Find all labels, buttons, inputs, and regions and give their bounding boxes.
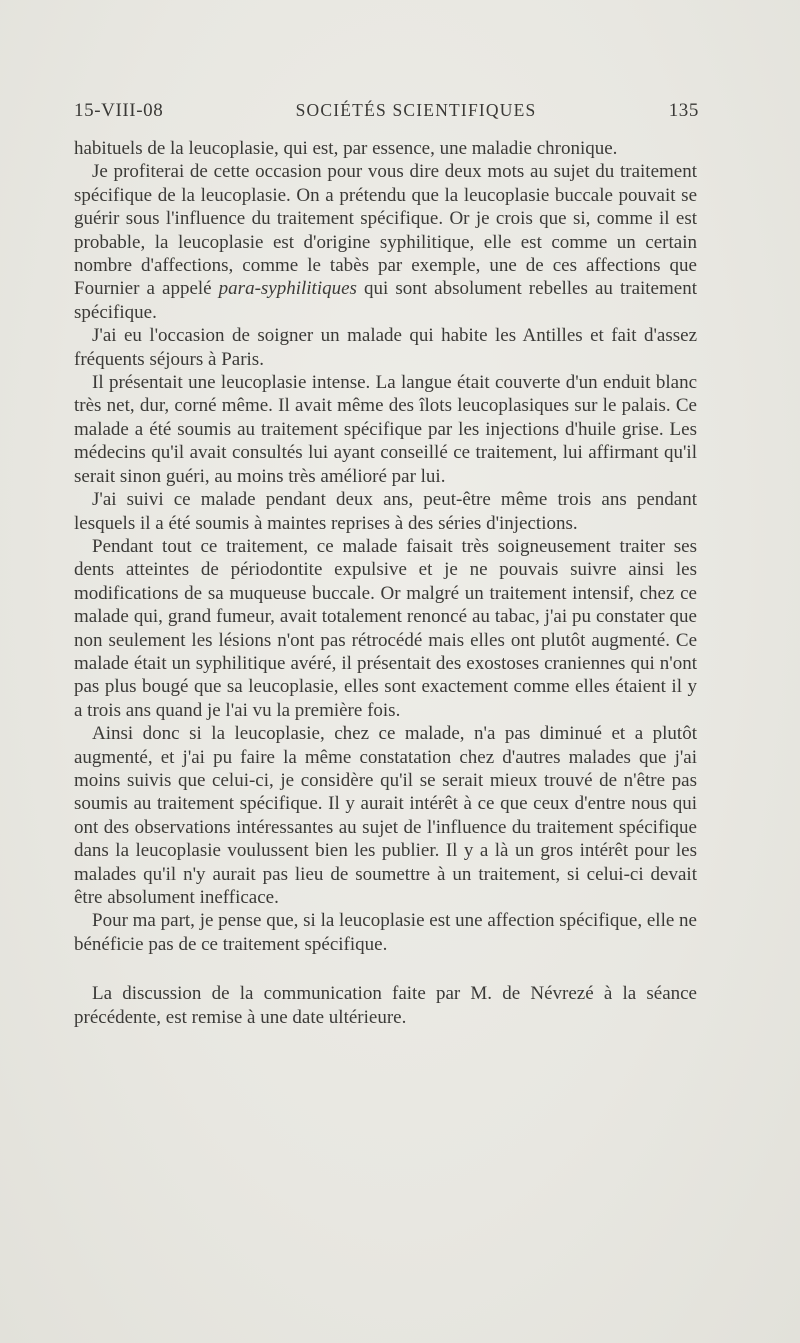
paragraph-text: Je profiterai de cette occasion pour vous dire deux mots au sujet du traitement spécifique de la leucoplasie. On a prétendu que la leucoplasie buccale pouvait se guérir sous l'influence du traitement spécifique. Or je crois que si, comme il est probable, la leucoplasie est d'origine syphilitique, elle est comme un certain nombre d'affections, comme le tabès par exemple, une de ces affections que Fournier a appelé xyxy=(74,161,697,300)
paragraph-observations: Pendant tout ce traitement, ce malade faisait très soigneusement traiter ses dents atteintes de périodontite expulsive et je ne pouvais suivre ainsi les modifications de sa muqueuse buccale. Or malgré un traitement intensif, chez ce malade qui, grand fumeur, avait totalement renoncé au tabac, j'ai pu constater que non seulement les lésions n'ont pas rétrocédé mais elles ont plutôt augmenté. Ce malade était un syphilitique avéré, il présentait des exostoses craniennes qui n'ont pas plus bougé que sa leucoplasie, elles sont exactement comme elles étaient il y a trois ans quand je l'ai vu la première fois. xyxy=(74,535,697,721)
running-header xyxy=(74,100,699,130)
page-number: 135 xyxy=(668,100,699,121)
paragraph-followup: J'ai suivi ce malade pendant deux ans, peut-être même trois ans pendant lesquels il a été soumis à maintes reprises à des séries d'injections. xyxy=(74,489,697,534)
paragraph-opinion: Pour ma part, je pense que, si la leucoplasie est une affection spécifique, elle ne bénéficie pas de ce traitement spécifique. xyxy=(74,910,697,955)
italic-term: para-syphilitiques xyxy=(218,278,357,300)
paragraph-conclusion: Ainsi donc si la leucoplasie, chez ce malade, n'a pas diminué et a plutôt augmenté, et j'ai pu faire la même constatation chez d'autres malades que j'ai moins suivis que celui-ci, je considère qu'il se serait mieux trouvé de n'être pas soumis au traitement spécifique. Il y aurait intérêt à ce que ceux d'entre nous qui ont des observations intéressantes au sujet de l'influence du traitement spécifique dans la leucoplasie voulussent bien les publier. Il y a là un gros intérêt pour les malades qu'il n'y aurait pas lieu de soumettre à un traitement, si celui-ci devait être absolument inefficace. xyxy=(74,723,697,908)
section-title: SOCIÉTÉS SCIENTIFIQUES xyxy=(295,100,537,120)
issue-date: 15-VIII-08 xyxy=(74,100,164,121)
paragraph-discussion-note: La discussion de la communication faite par M. de Névrezé à la séance précédente, est remise à une date ultérieure. xyxy=(74,983,697,1028)
paragraph-continued: habituels de la leucoplasie, qui est, par essence, une maladie chronique. xyxy=(74,138,618,159)
paragraph-text-end: qui sont absolument rebelles au traitement spécifique. xyxy=(74,278,697,323)
paragraph-patient: J'ai eu l'occasion de soigner un malade qui habite les Antilles et fait d'assez fréquents séjours à Paris. xyxy=(74,325,697,370)
body-text xyxy=(74,137,697,1029)
paragraph-specific-treatment xyxy=(74,160,697,324)
paragraph-symptoms: Il présentait une leucoplasie intense. La langue était couverte d'un enduit blanc très net, dur, corné même. Il avait même des îlots leucoplasiques sur le palais. Ce malade a été soumis au traitement spécifique par les injections d'huile grise. Les médecins qu'il avait consultés lui ayant conseillé ce traitement, lui affirmant qu'il serait sinon guéri, au moins très amélioré par lui. xyxy=(74,372,697,487)
